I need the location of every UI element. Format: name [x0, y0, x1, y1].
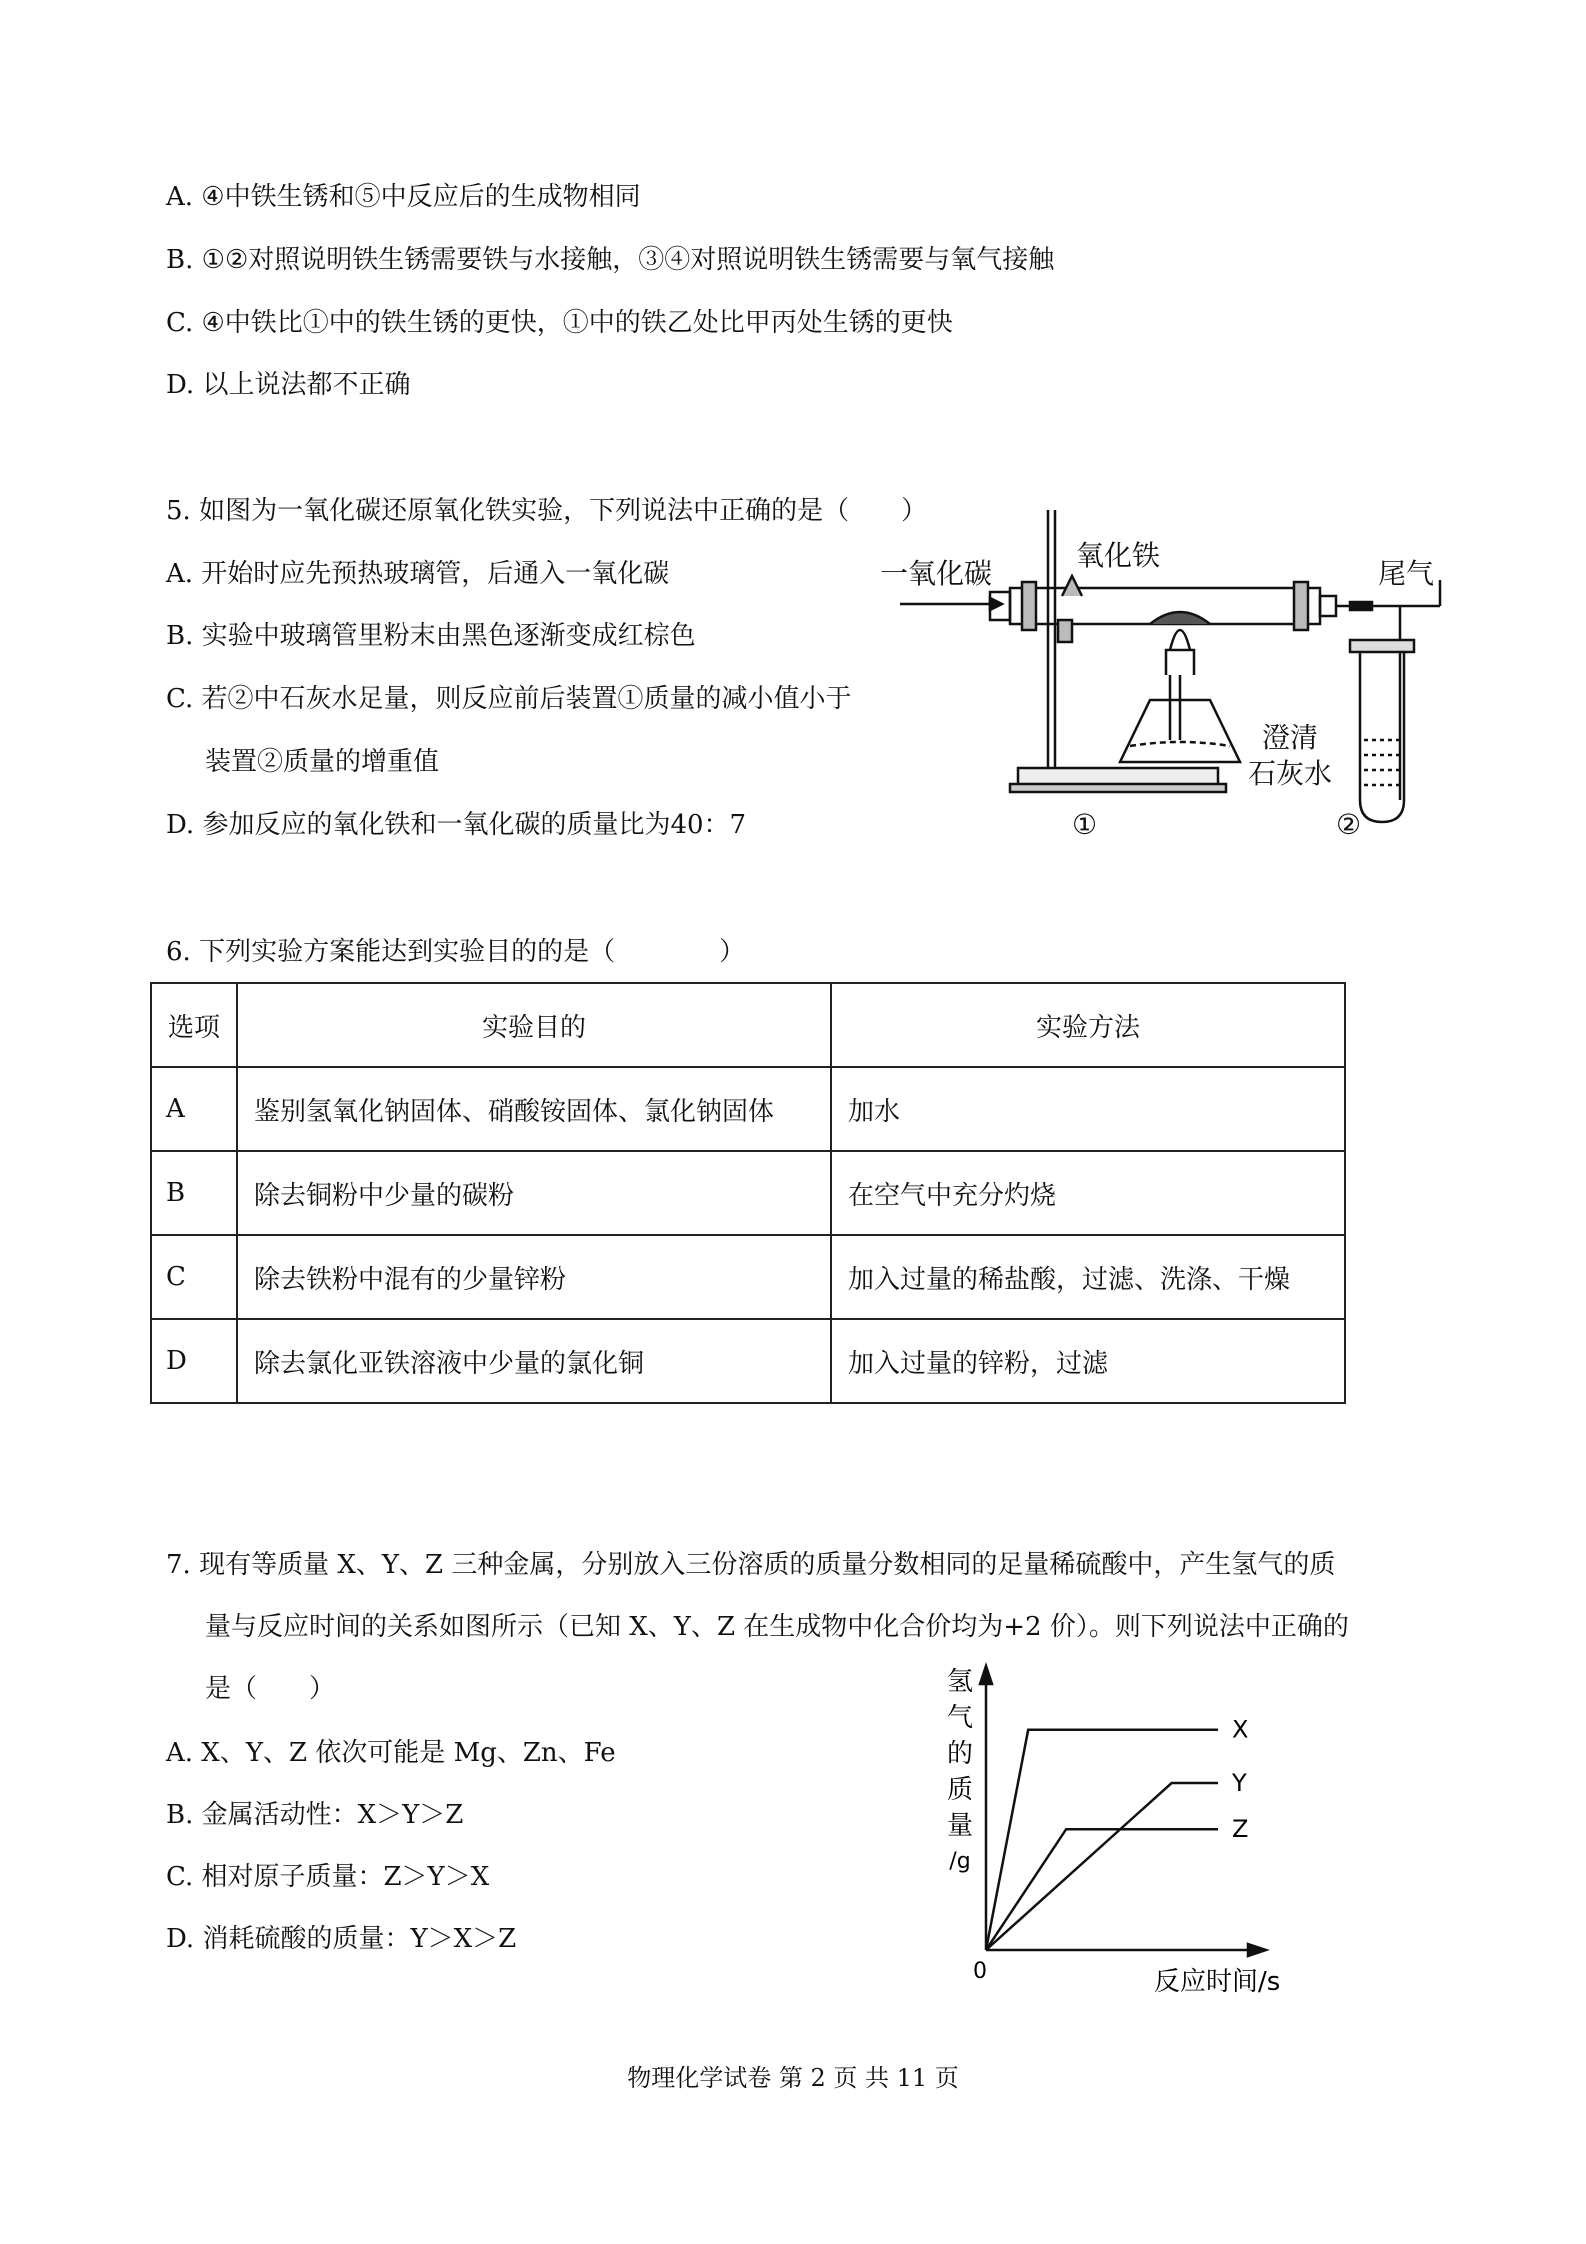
series-label-x: X — [1232, 1715, 1249, 1744]
series-line-x — [986, 1730, 1218, 1950]
y-axis-label-char: 量 — [946, 1811, 974, 1841]
table-row — [151, 1235, 1345, 1319]
row-purpose: 除去氯化亚铁溶液中少量的氯化铜 — [237, 1319, 831, 1403]
q7-option-a: A. X、Y、Z 依次可能是 Mg、Zn、Fe — [166, 1738, 616, 1768]
row-method: 加水 — [831, 1067, 1345, 1151]
header-method: 实验方法 — [831, 983, 1345, 1067]
series-label-y: Y — [1232, 1769, 1247, 1798]
x-axis-label: 反应时间/s — [1154, 1967, 1281, 1997]
y-axis-label-char: 的 — [946, 1739, 974, 1769]
y-axis-label-char: /g — [949, 1849, 971, 1874]
q7-option-d: D. 消耗硫酸的质量：Y＞X＞Z — [166, 1924, 517, 1954]
table-row — [151, 1319, 1345, 1403]
label-device-1: ① — [1072, 808, 1098, 841]
q4-option-d: D. 以上说法都不正确 — [166, 370, 411, 400]
q7-option-c: C. 相对原子质量：Z＞Y＞X — [166, 1862, 490, 1892]
header-option: 选项 — [151, 983, 237, 1067]
q5-option-c: C. 若②中石灰水足量，则反应前后装置①质量的减小值小于 — [166, 684, 852, 714]
table-header-row — [151, 983, 1345, 1067]
q5-option-c-cont: 装置②质量的增重值 — [205, 747, 440, 777]
series-line-y — [986, 1783, 1218, 1950]
row-method: 加入过量的锌粉，过滤 — [831, 1319, 1345, 1403]
y-axis-label-char: 气 — [946, 1703, 974, 1733]
row-method: 加入过量的稀盐酸，过滤、洗涤、干燥 — [831, 1235, 1345, 1319]
q7-option-b: B. 金属活动性：X＞Y＞Z — [166, 1800, 464, 1830]
label-fe2o3: 氧化铁 — [1076, 539, 1161, 572]
q7-stem-3: 是（ ） — [205, 1674, 336, 1704]
row-option: B — [151, 1151, 237, 1235]
q7-stem-2: 量与反应时间的关系如图所示（已知 X、Y、Z 在生成物中化合价均为+2 价）。则下列说法中正确的 — [205, 1612, 1349, 1642]
row-purpose: 除去铁粉中混有的少量锌粉 — [237, 1235, 831, 1319]
q4-option-c: C. ④中铁比①中的铁生锈的更快，①中的铁乙处比甲丙处生锈的更快 — [166, 308, 953, 338]
row-method: 在空气中充分灼烧 — [831, 1151, 1345, 1235]
q4-option-b: B. ①②对照说明铁生锈需要铁与水接触，③④对照说明铁生锈需要与氧气接触 — [166, 245, 1055, 275]
hydrogen-mass-chart — [940, 1660, 1300, 2000]
q5-option-a: A. 开始时应先预热玻璃管，后通入一氧化碳 — [166, 559, 670, 589]
y-axis-arrow — [980, 1666, 992, 1684]
page-footer: 物理化学试卷 第 2 页 共 11 页 — [627, 2064, 959, 2092]
q5-stem: 5. 如图为一氧化碳还原氧化铁实验，下列说法中正确的是（ ） — [166, 496, 928, 526]
label-tail-gas: 尾气 — [1378, 557, 1435, 590]
y-axis-label-char: 氢 — [946, 1667, 974, 1697]
origin-label: 0 — [973, 1959, 987, 1984]
q5-option-b: B. 实验中玻璃管里粉末由黑色逐渐变成红棕色 — [166, 621, 696, 651]
label-limewater-2: 石灰水 — [1248, 757, 1333, 790]
q5-option-d: D. 参加反应的氧化铁和一氧化碳的质量比为40：7 — [166, 810, 747, 840]
row-option: D — [151, 1319, 237, 1403]
row-purpose: 除去铜粉中少量的碳粉 — [237, 1151, 831, 1235]
q7-stem-1: 7. 现有等质量 X、Y、Z 三种金属，分别放入三份溶质的质量分数相同的足量稀硫酸中，产生氢气的质 — [166, 1550, 1336, 1580]
x-axis-arrow — [1248, 1944, 1266, 1956]
header-purpose: 实验目的 — [237, 983, 831, 1067]
row-purpose: 鉴别氢氧化钠固体、硝酸铵固体、氯化钠固体 — [237, 1067, 831, 1151]
row-option: A — [151, 1067, 237, 1151]
experiment-table — [150, 982, 1346, 1404]
series-line-z — [986, 1829, 1218, 1950]
label-device-2: ② — [1336, 808, 1362, 841]
label-co: 一氧化碳 — [880, 557, 993, 590]
row-option: C — [151, 1235, 237, 1319]
q6-stem: 6. 下列实验方案能达到实验目的的是（ ） — [166, 937, 746, 967]
table-row — [151, 1067, 1345, 1151]
q4-option-a: A. ④中铁生锈和⑤中反应后的生成物相同 — [166, 182, 641, 212]
y-axis-label-char: 质 — [946, 1775, 974, 1805]
series-label-z: Z — [1232, 1815, 1249, 1844]
table-row — [151, 1151, 1345, 1235]
label-limewater-1: 澄清 — [1262, 721, 1319, 754]
